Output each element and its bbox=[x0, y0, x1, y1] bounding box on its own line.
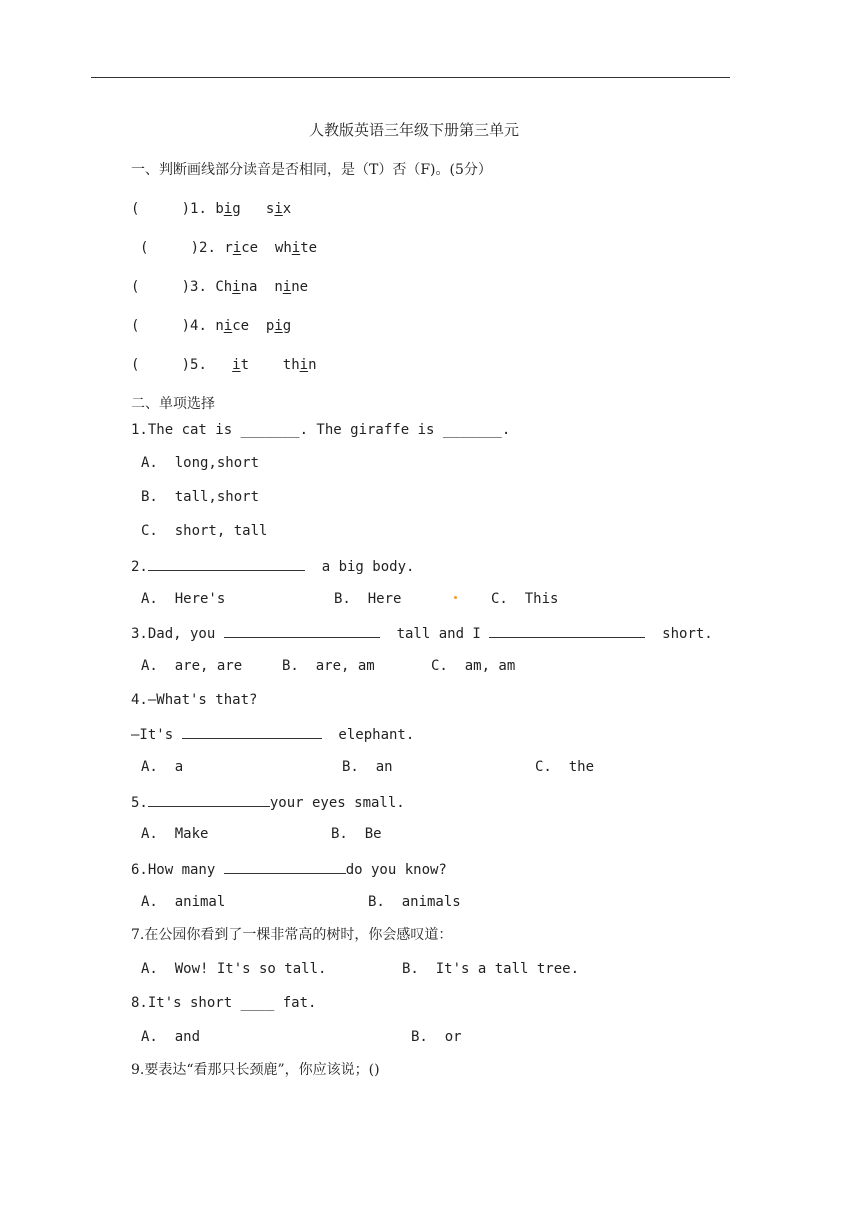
question-7: 7.在公园你看到了一棵非常高的树时，你会感叹道： bbox=[131, 927, 453, 943]
option-b[interactable]: B. animals bbox=[368, 894, 461, 910]
option-b[interactable]: B. It's a tall tree. bbox=[402, 961, 580, 977]
option-a[interactable]: A. and bbox=[141, 1029, 201, 1045]
item-number: 3. bbox=[190, 279, 207, 295]
answer-paren[interactable]: ( ) bbox=[131, 318, 191, 334]
option-b[interactable]: B. or bbox=[411, 1029, 462, 1045]
answer-blank[interactable] bbox=[489, 623, 645, 638]
option-b[interactable]: B. Be bbox=[331, 826, 382, 842]
word: six bbox=[265, 201, 292, 217]
word: nine bbox=[274, 279, 309, 295]
word: nice bbox=[215, 318, 250, 334]
item-number: 5. bbox=[190, 357, 207, 373]
question-6: 6.How many do you know? bbox=[131, 859, 447, 879]
option-c[interactable]: C. am, am bbox=[431, 658, 516, 674]
word: thin bbox=[282, 357, 317, 373]
pronunciation-item bbox=[131, 317, 291, 335]
question-2: 2. a big body. bbox=[131, 556, 414, 576]
option-a[interactable]: A. long,short bbox=[141, 455, 260, 471]
pronunciation-item bbox=[131, 278, 308, 296]
answer-paren[interactable]: ( ) bbox=[131, 357, 191, 373]
answer-paren[interactable]: ( ) bbox=[140, 240, 200, 256]
item-number: 2. bbox=[199, 240, 216, 256]
answer-blank[interactable] bbox=[148, 556, 305, 571]
option-c[interactable]: C. This bbox=[491, 591, 559, 607]
option-c[interactable]: C. the bbox=[535, 759, 595, 775]
word: China bbox=[215, 279, 258, 295]
pronunciation-item bbox=[140, 239, 317, 257]
question-5: 5. your eyes small. bbox=[131, 792, 405, 812]
question-4: 4.—What's that? bbox=[131, 692, 258, 708]
option-a[interactable]: A. Here's bbox=[141, 591, 226, 607]
question-4-answer: —It's elephant. bbox=[131, 724, 414, 744]
option-a[interactable]: A. a bbox=[141, 759, 184, 775]
page-title: 人教版英语三年级下册第三单元 bbox=[309, 121, 520, 139]
item-number: 4. bbox=[190, 318, 207, 334]
option-a[interactable]: A. Wow! It's so tall. bbox=[141, 961, 327, 977]
stray-dot bbox=[454, 596, 457, 599]
word: pig bbox=[265, 318, 292, 334]
option-c[interactable]: C. short, tall bbox=[141, 523, 268, 539]
answer-blank[interactable] bbox=[224, 859, 346, 874]
pronunciation-item bbox=[131, 200, 291, 218]
word: it bbox=[232, 357, 250, 373]
section1-heading: 一、判断画线部分读音是否相同，是（T）否（F)。(5分） bbox=[131, 162, 492, 178]
option-b[interactable]: B. are, am bbox=[282, 658, 375, 674]
section2-heading: 二、单项选择 bbox=[131, 396, 215, 412]
question-8: 8.It's short ____ fat. bbox=[131, 995, 317, 1011]
answer-blank[interactable] bbox=[182, 724, 322, 739]
question-1: 1.The cat is _______. The giraffe is _______. bbox=[131, 422, 511, 438]
header-rule bbox=[91, 77, 730, 78]
answer-blank[interactable] bbox=[224, 623, 380, 638]
word: white bbox=[274, 240, 318, 256]
option-b[interactable]: B. Here bbox=[334, 591, 402, 607]
item-number: 1. bbox=[190, 201, 207, 217]
answer-paren[interactable]: ( ) bbox=[131, 201, 191, 217]
question-9: 9.要表达“看那只长颈鹿”，你应该说；() bbox=[131, 1062, 380, 1078]
word: rice bbox=[224, 240, 259, 256]
option-b[interactable]: B. an bbox=[342, 759, 393, 775]
pronunciation-item bbox=[131, 356, 317, 374]
answer-paren[interactable]: ( ) bbox=[131, 279, 191, 295]
question-3: 3.Dad, you tall and I short. bbox=[131, 623, 713, 643]
option-b[interactable]: B. tall,short bbox=[141, 489, 260, 505]
option-a[interactable]: A. Make bbox=[141, 826, 209, 842]
answer-blank[interactable] bbox=[148, 792, 270, 807]
option-a[interactable]: A. are, are bbox=[141, 658, 243, 674]
word: big bbox=[215, 201, 241, 217]
option-a[interactable]: A. animal bbox=[141, 894, 226, 910]
